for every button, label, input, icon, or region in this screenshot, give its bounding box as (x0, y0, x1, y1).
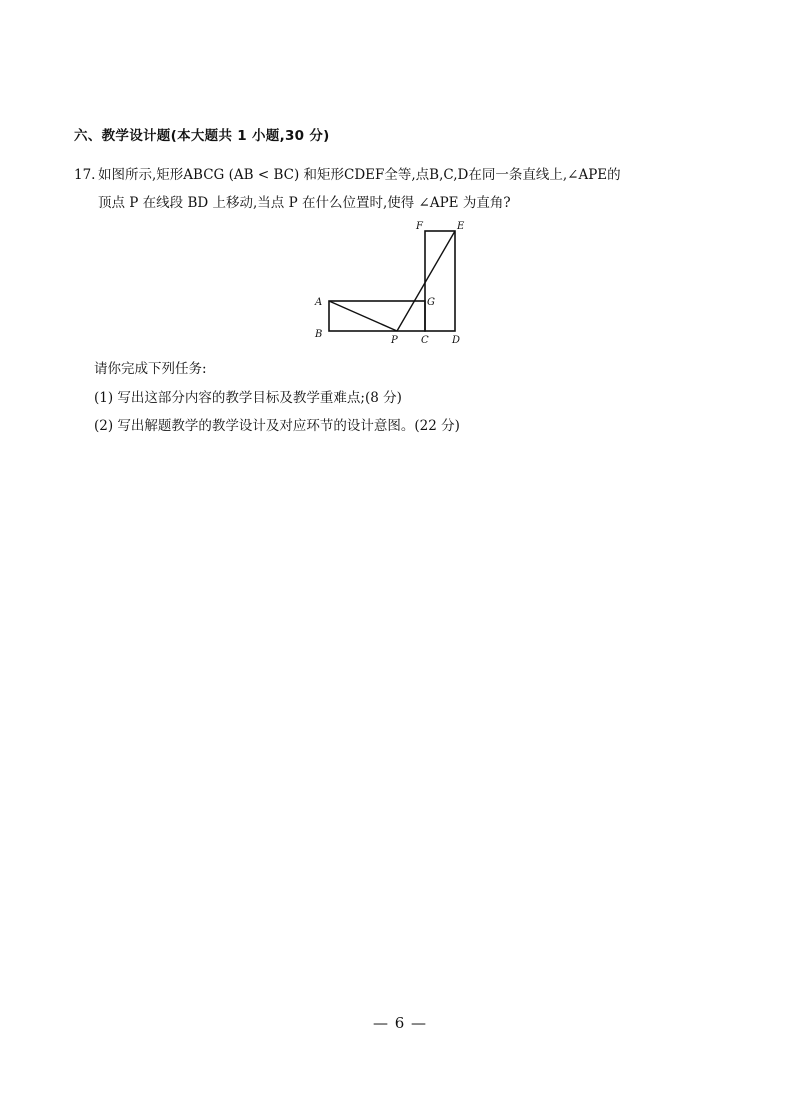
task-item-1: (1) 写出这部分内容的教学目标及教学重难点;(8 分) (94, 390, 402, 406)
task-item-2: (2) 写出解题教学的教学设计及对应环节的设计意图。(22 分) (94, 418, 460, 434)
task-list (94, 384, 460, 440)
task-intro: 请你完成下列任务: (94, 361, 207, 377)
segment-pe (397, 231, 455, 331)
page-number: — 6 — (372, 1014, 428, 1032)
label-b: B (315, 329, 323, 340)
problem-text-line-2: 顶点 P 在线段 BD 上移动,当点 P 在什么位置时,使得 ∠APE 为直角? (98, 195, 511, 211)
label-e: E (457, 221, 465, 232)
section-heading: 六、教学设计题(本大题共 1 小题,30 分) (74, 128, 330, 144)
label-a: A (315, 297, 323, 308)
label-c: C (421, 335, 429, 346)
rectangle-cdef (425, 231, 455, 331)
geometry-figure (305, 215, 475, 350)
problem-number: 17. (74, 167, 96, 183)
rectangle-abcg (329, 301, 425, 331)
problem-line-1 (74, 161, 694, 189)
label-g: G (427, 297, 435, 308)
segment-ap (329, 301, 397, 331)
label-p: P (391, 335, 398, 346)
geometry-figure-svg (305, 215, 475, 350)
problem-text-line-1: 如图所示,矩形ABCG (AB < BC) 和矩形CDEF全等,点B,C,D在同一条直线上,∠APE的 (98, 167, 621, 183)
problem-17 (74, 161, 694, 217)
label-d: D (452, 335, 461, 346)
label-f: F (416, 221, 423, 232)
